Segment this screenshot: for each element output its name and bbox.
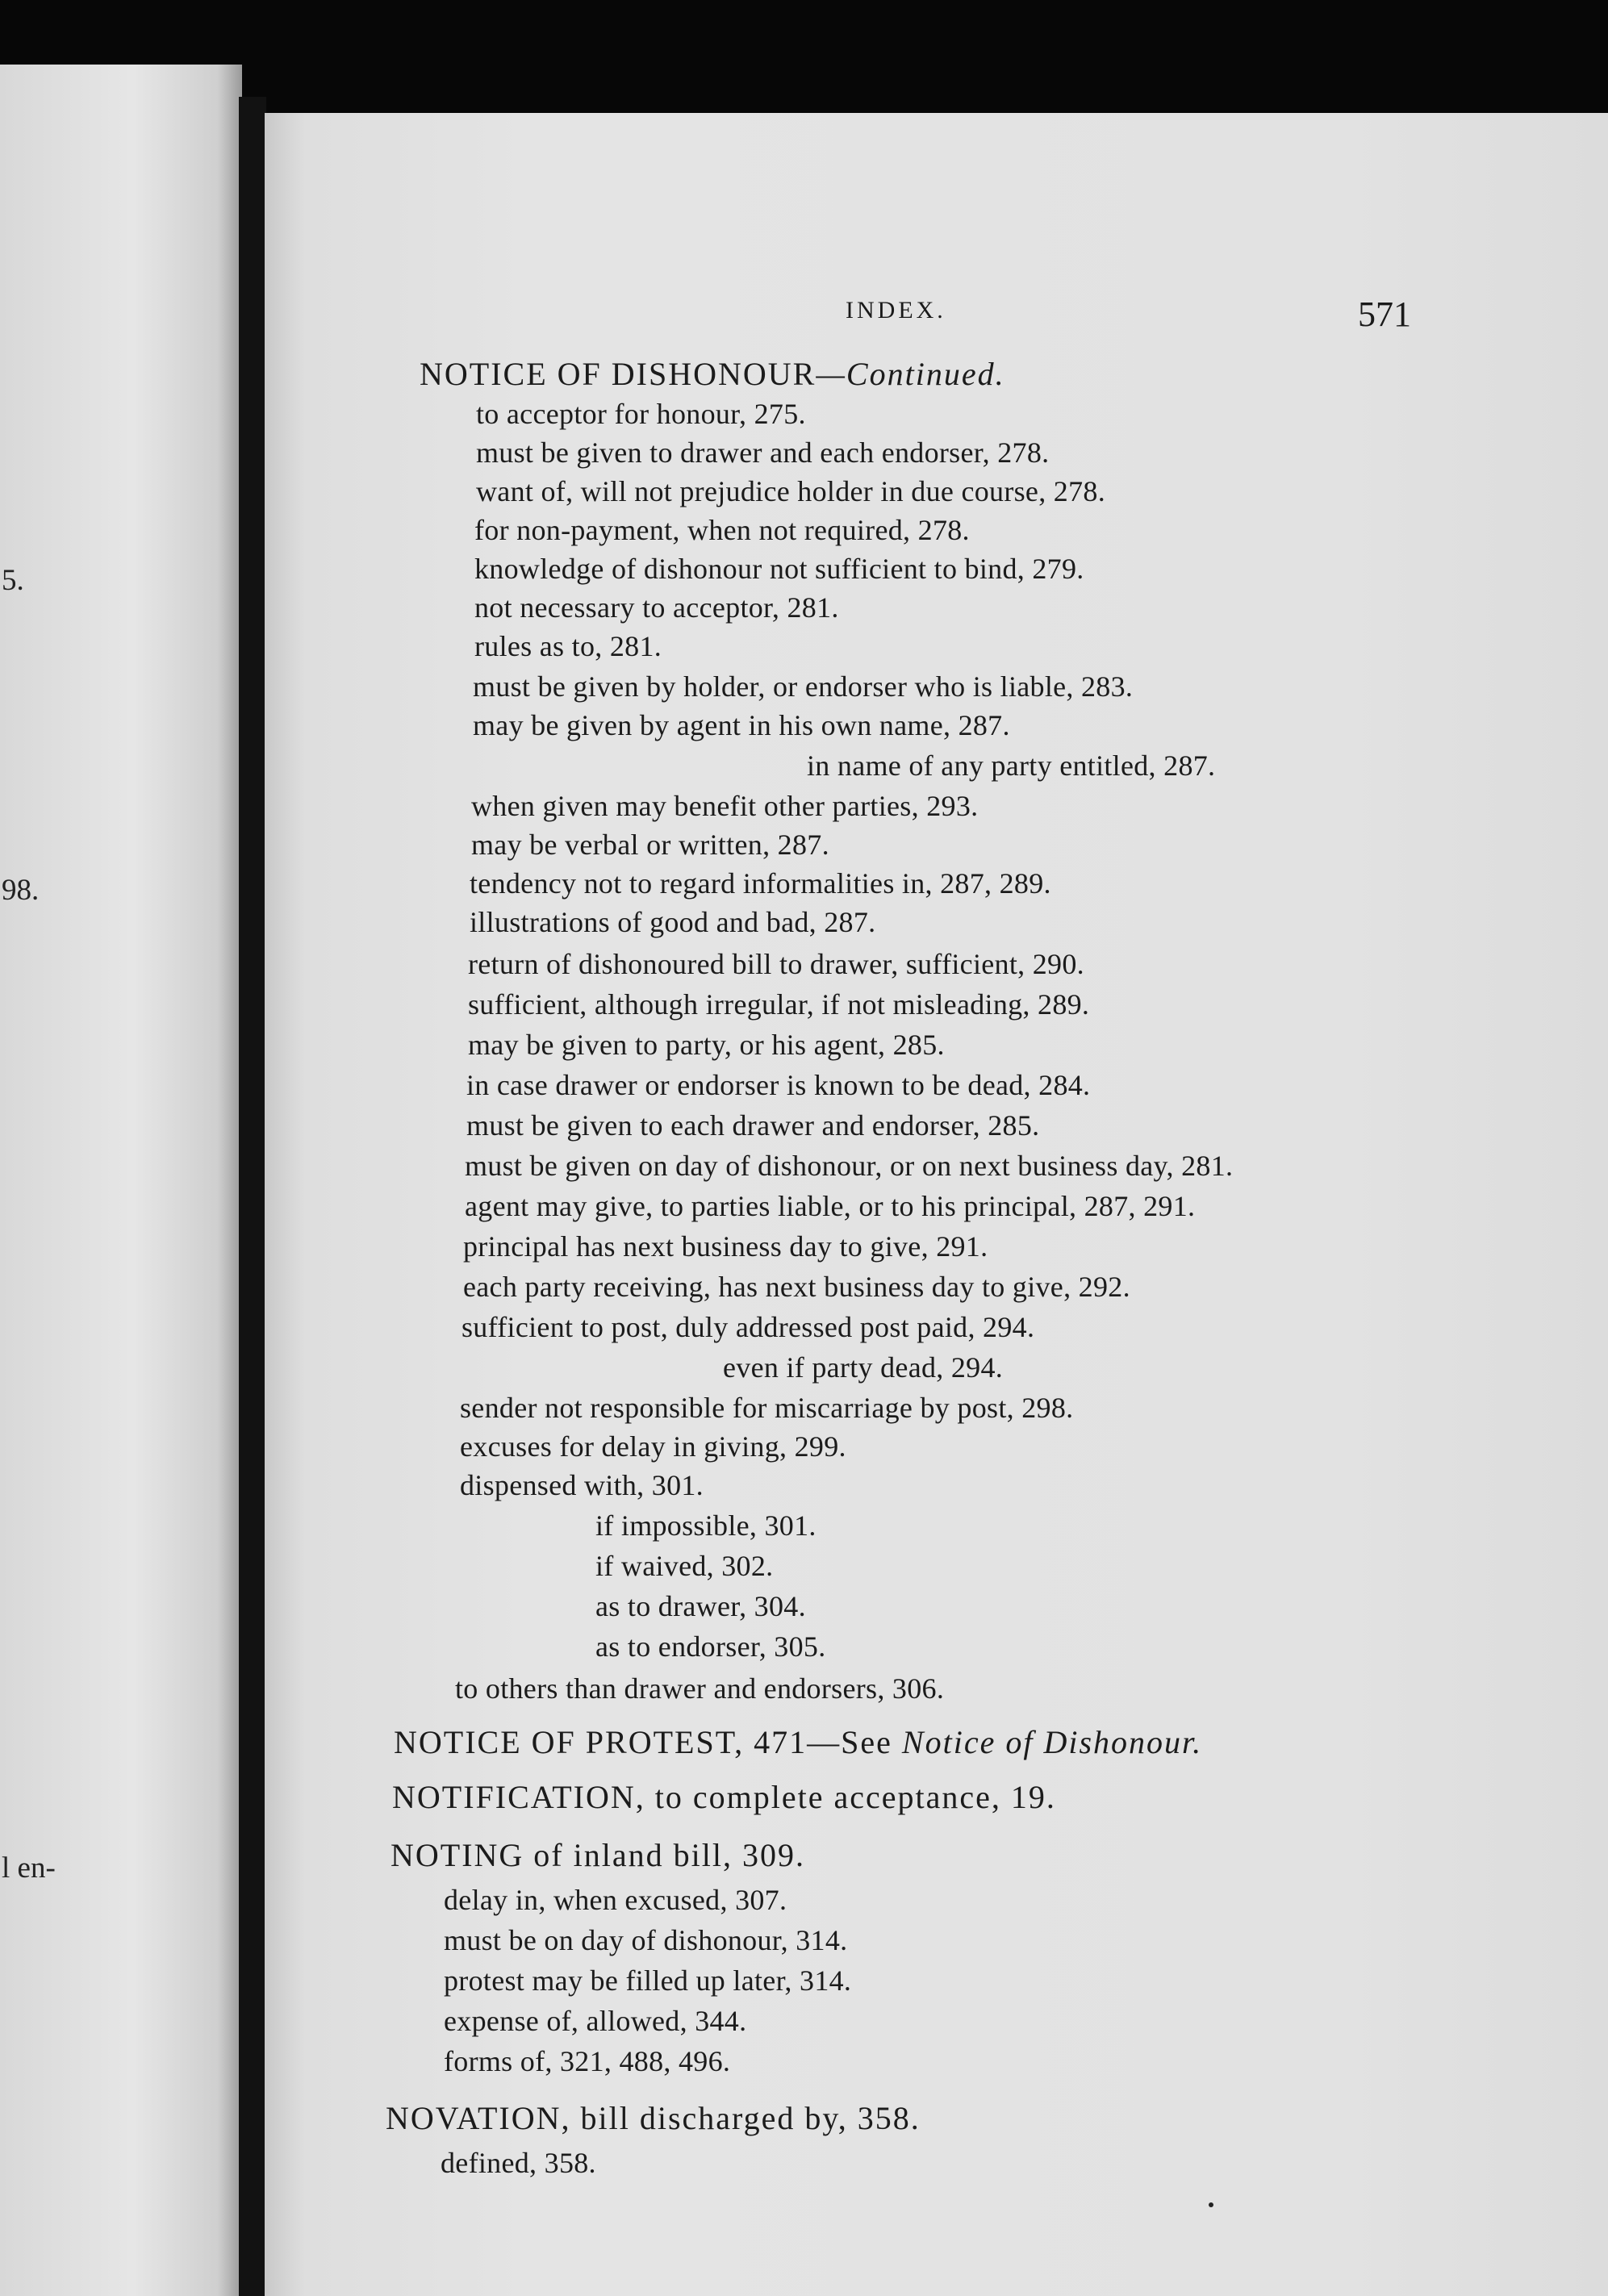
index-heading: NOTICE OF PROTEST, 471—See Notice of Dishonour.	[394, 1724, 1203, 1760]
index-subentry: may be given to party, or his agent, 285.	[468, 1029, 945, 1061]
index-subentry: must be given to each drawer and endorser, 285.	[466, 1109, 1040, 1142]
page-number: 571	[1358, 294, 1411, 334]
index-subentry: may be given by agent in his own name, 287.	[473, 709, 1010, 741]
speck	[1209, 2202, 1213, 2207]
index-subentry: expense of, allowed, 344.	[444, 2005, 747, 2037]
index-subentry: want of, will not prejudice holder in due course, 278.	[476, 475, 1106, 507]
index-subentry: in case drawer or endorser is known to be dead, 284.	[466, 1069, 1091, 1101]
index-subentry: to others than drawer and endorsers, 306.	[455, 1672, 945, 1705]
index-subentry: sufficient to post, duly addressed post paid, 294.	[462, 1311, 1035, 1343]
index-subentry: each party receiving, has next business day to give, 292.	[463, 1271, 1130, 1303]
index-subentry: delay in, when excused, 307.	[444, 1884, 787, 1916]
index-subentry: return of dishonoured bill to drawer, sufficient, 290.	[468, 948, 1084, 980]
index-subentry: excuses for delay in giving, 299.	[460, 1430, 846, 1463]
index-subentry: not necessary to acceptor, 281.	[474, 591, 839, 624]
index-subentry: tendency not to regard informalities in, 287, 289.	[470, 867, 1051, 900]
index-subentry: sender not responsible for miscarriage by post, 298.	[460, 1392, 1074, 1424]
index-subentry: must be given to drawer and each endorser, 278.	[476, 436, 1050, 469]
index-subentry: dispensed with, 301.	[460, 1469, 704, 1501]
index-heading: NOTICE OF DISHONOUR—Continued.	[420, 356, 1005, 392]
index-subentry: forms of, 321, 488, 496.	[444, 2045, 731, 2077]
left-page-fragment: 5.	[2, 564, 24, 597]
index-heading: NOVATION, bill discharged by, 358.	[386, 2100, 921, 2136]
index-subentry: knowledge of dishonour not sufficient to bind, 279.	[474, 553, 1084, 585]
index-heading: NOTIFICATION, to complete acceptance, 19.	[392, 1779, 1056, 1815]
index-heading: NOTING of inland bill, 309.	[391, 1837, 805, 1873]
index-subentry: must be on day of dishonour, 314.	[444, 1924, 848, 1956]
index-subentry: sufficient, although irregular, if not misleading, 289.	[468, 988, 1090, 1021]
index-subentry: protest may be filled up later, 314.	[444, 1964, 852, 1997]
index-subentry: may be verbal or written, 287.	[471, 829, 829, 861]
index-page	[265, 113, 1608, 2296]
left-page-fragment: l en-	[2, 1851, 56, 1885]
running-header: INDEX.	[846, 297, 946, 324]
index-subentry: must be given on day of dishonour, or on next business day, 281.	[465, 1150, 1234, 1182]
index-subentry: for non-payment, when not required, 278.	[474, 514, 970, 546]
index-subentry: principal has next business day to give, 291.	[463, 1230, 988, 1263]
index-subentry: agent may give, to parties liable, or to his principal, 287, 291.	[465, 1190, 1196, 1222]
left-page-edge	[0, 65, 242, 2296]
book-gutter	[239, 97, 266, 2296]
index-subentry: rules as to, 281.	[474, 630, 662, 662]
index-subentry: illustrations of good and bad, 287.	[470, 906, 876, 938]
index-subentry: defined, 358.	[441, 2147, 596, 2179]
index-subentry: in name of any party entitled, 287.	[807, 749, 1216, 782]
index-subentry: if impossible, 301.	[595, 1509, 817, 1542]
index-subentry: even if party dead, 294.	[723, 1351, 1004, 1384]
index-subentry: as to drawer, 304.	[595, 1590, 806, 1622]
left-page-fragment: 98.	[2, 874, 40, 907]
index-subentry: as to endorser, 305.	[595, 1630, 826, 1663]
index-subentry: when given may benefit other parties, 293.	[471, 790, 979, 822]
index-subentry: must be given by holder, or endorser who is liable, 283.	[473, 670, 1134, 703]
index-subentry: to acceptor for honour, 275.	[476, 398, 806, 430]
index-subentry: if waived, 302.	[595, 1550, 774, 1582]
